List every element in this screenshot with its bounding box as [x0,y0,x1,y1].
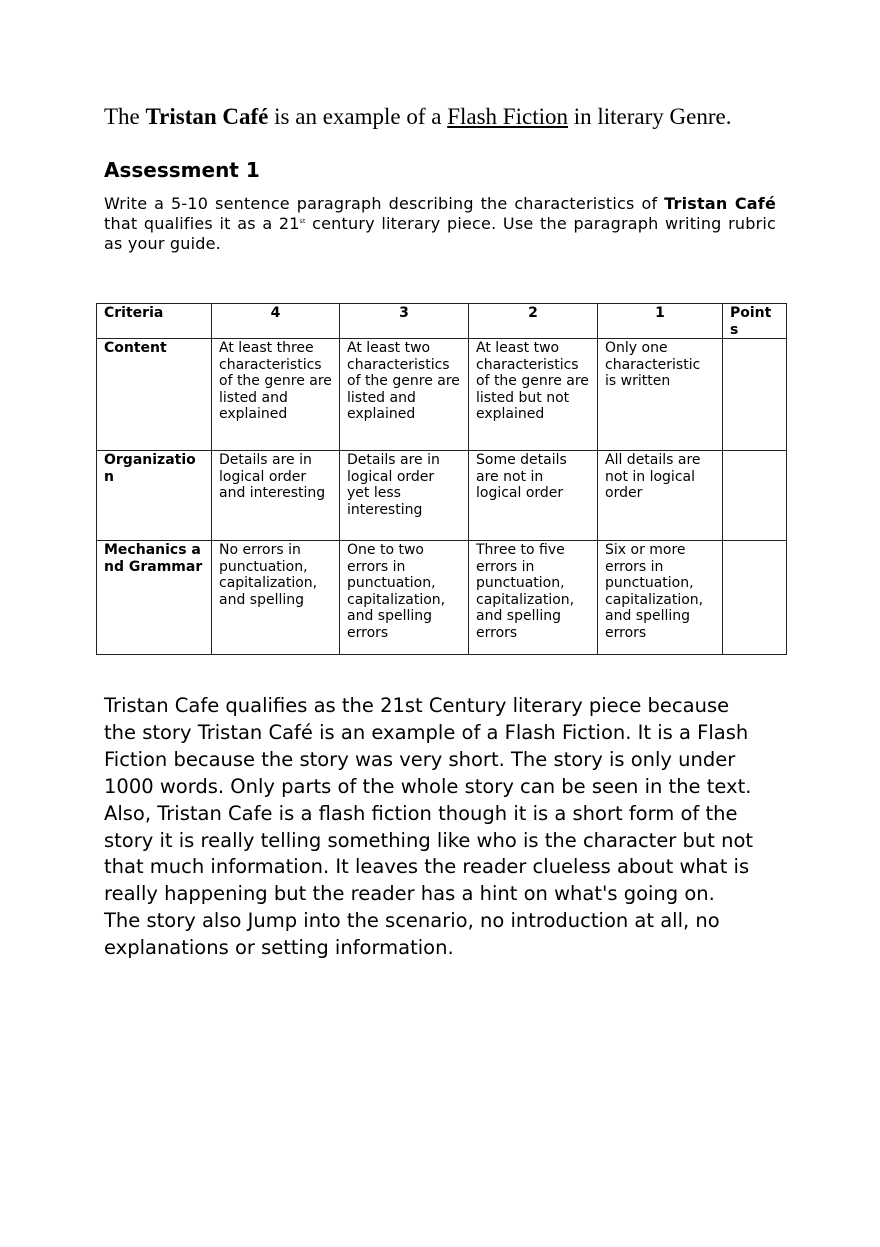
rubric-table [96,303,787,655]
organization-score-4: Details are in logical order and interesting [212,451,340,541]
criteria-mechanics: Mechanics and Grammar [97,541,212,655]
answer-line: really happening but the reader has a hint on what's going on. [104,882,715,906]
header-score-2: 2 [469,304,598,339]
answer-paragraph [104,693,794,962]
answer-line: Fiction because the story was very short. The story is only under [104,747,736,771]
assessment-heading: Assessment 1 [104,158,260,182]
rubric-row-content [97,339,787,451]
content-score-1: Only one characteristic is written [598,339,723,451]
header-criteria: Criteria [97,304,212,339]
instruction-story-title: Tristan Café [664,194,776,213]
header-score-1: 1 [598,304,723,339]
organization-score-3: Details are in logical order yet less interesting [340,451,469,541]
content-points [723,339,787,451]
content-score-3: At least two characteristics of the genre are listed and explained [340,339,469,451]
mechanics-score-3: One to two errors in punctuation, capitalization, and spelling errors [340,541,469,655]
mechanics-points [723,541,787,655]
answer-line: Tristan Cafe qualifies as the 21st Century literary piece because [104,694,730,717]
header-score-4: 4 [212,304,340,339]
answer-line: story it is really telling something like who is the character but not [104,828,754,852]
header-score-3: 3 [340,304,469,339]
criteria-organization: Organization [97,451,212,541]
mechanics-score-1: Six or more errors in punctuation, capitalization, and spelling errors [598,541,723,655]
answer-line: The story also Jump into the scenario, no introduction at all, no [104,909,720,933]
answer-line: that much information. It leaves the reader clueless about what is [104,855,750,879]
intro-suffix: in literary Genre. [567,104,732,129]
rubric-row-mechanics [97,541,787,655]
mechanics-score-2: Three to five errors in punctuation, capitalization, and spelling errors [469,541,598,655]
assessment-instructions [104,194,776,254]
instruction-part3: century literary piece. Use the paragraph writing rubric as your guide. [104,214,776,253]
instruction-ordinal-suffix: st [299,218,306,225]
answer-line: the story Tristan Café is an example of a Flash Fiction. It is a Flash [104,720,749,744]
intro-genre: Flash Fiction [447,104,568,129]
organization-points [723,451,787,541]
organization-score-2: Some details are not in logical order [469,451,598,541]
header-points: Points [723,304,787,339]
intro-middle: is an example of a [268,104,448,129]
content-score-2: At least two characteristics of the genre are listed but not explained [469,339,598,451]
intro-sentence [104,102,824,132]
mechanics-score-4: No errors in punctuation, capitalization, and spelling [212,541,340,655]
rubric-row-organization [97,451,787,541]
criteria-content: Content [97,339,212,451]
instruction-part1: Write a 5-10 sentence paragraph describing the characteristics of [104,194,665,213]
answer-line: explanations or setting information. [104,936,454,960]
answer-line: 1000 words. Only parts of the whole story can be seen in the text. [104,774,752,798]
intro-story-title: Tristan Café [145,104,269,129]
instruction-part2: that qualifies it as a 21 [104,214,300,233]
answer-line: Also, Tristan Cafe is a flash fiction though it is a short form of the [104,801,738,825]
content-score-4: At least three characteristics of the genre are listed and explained [212,339,340,451]
rubric-header-row [97,304,787,339]
intro-prefix: The [104,104,146,129]
organization-score-1: All details are not in logical order [598,451,723,541]
